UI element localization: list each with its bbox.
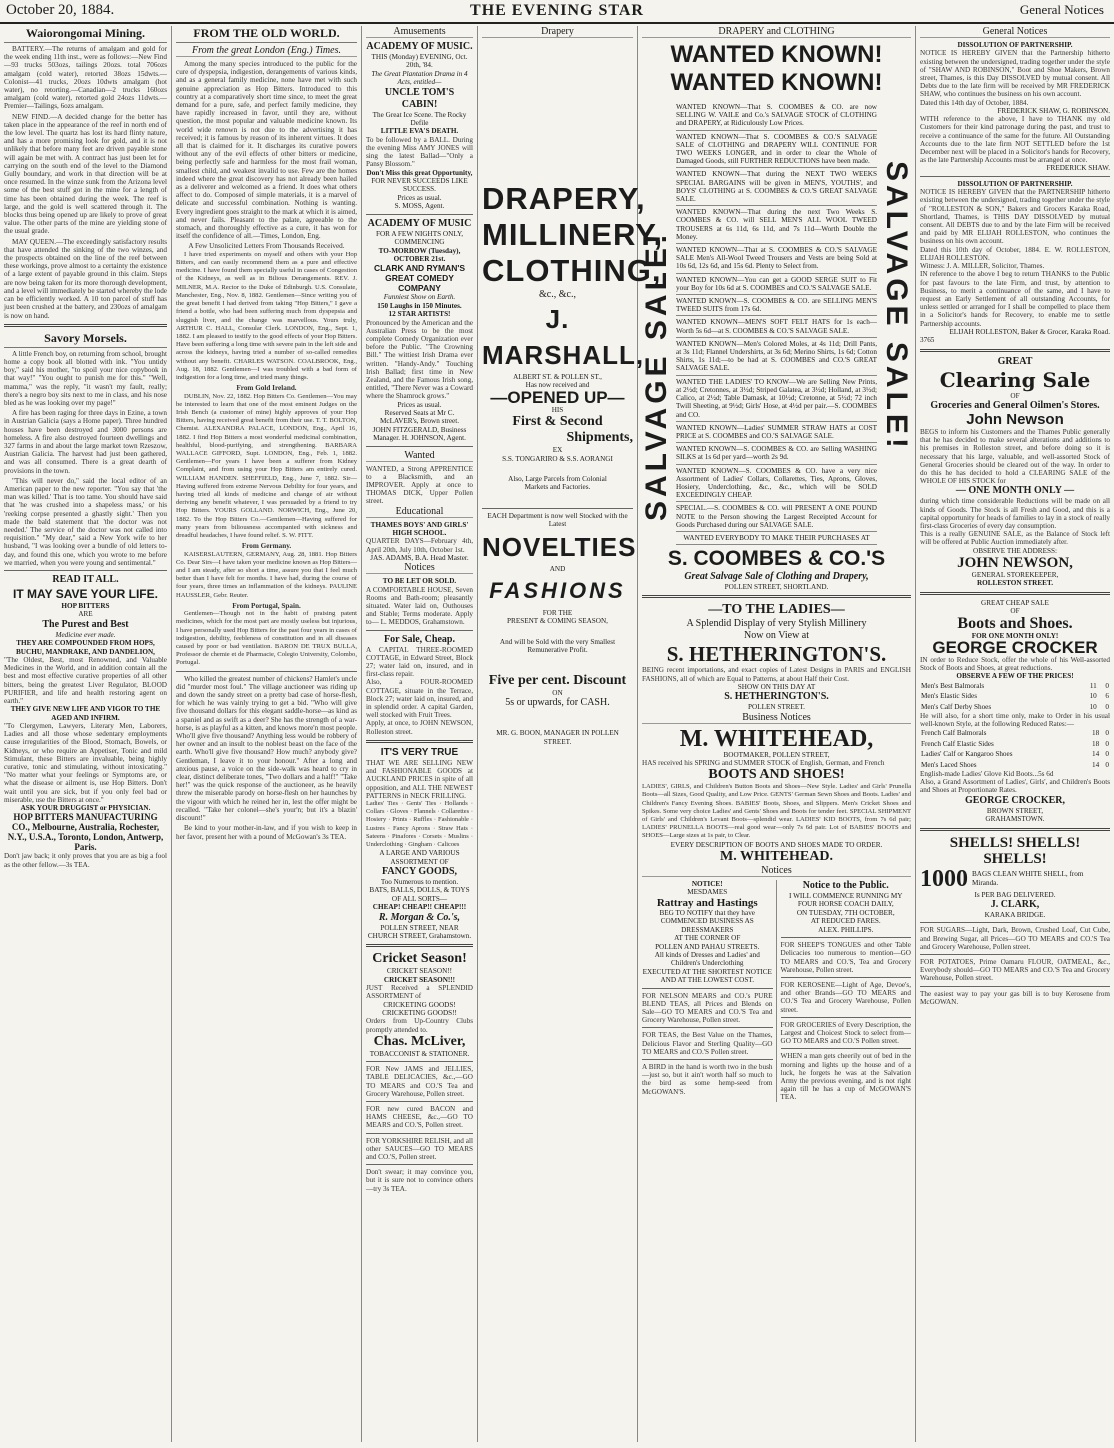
wanted-item: WANTED KNOWN—Men's Colored Moles, at 4s 11d; Drill Pants, at 3s 11d; Flannel Undershirts, at 3s 6d; Merino Shirts, 1s 6d; Cotton Shirts, 1s 11d;—to be had at S. COOMBES and CO.'S GREAT SALVAGE SALE. [676, 338, 877, 376]
wanted-item: WANTED KNOWN—That during the NEXT TWO WEEKS SPECIAL BARGAINS will be given in MEN'S, YOUTHS', and BOYS' CLOTHING at S. COOMBES & CO.'S GREAT SALVAGE SALE. [676, 168, 877, 206]
column-coombes-drapery: DRAPERY and CLOTHING WANTED KNOWN! WANTED KNOWN! SALVAGE SALE! SALVAGE SALE! WANTED KNOWN—That S. COOMBES & CO. are now SELLING W. VAILE and Co.'s SALVAGE STOCK of CLOTHING and DRAPERY, at Ridiculously Low Prices. WANTED KNOWN—That S. COOMBES & CO.'S SALVAGE SALE of CLOTHING and DRAPERY WILL CONTINUE FOR TWO WEEKS LONGER, and in order to clear the Whole of Damaged Goods, still FURTHER REDUCTIONS have been made. WANTED KNOWN—That during the NEXT TWO WEEKS SPECIAL BARGAINS will be given in MEN'S, YOUTHS', and BOYS' CLOTHING at S. COOMBES & CO.'S GREAT SALVAGE SALE. WANTED KNOWN—That during the next Two Weeks S. COOMBES & CO. will SELL MEN'S ALL WOOL TWEED TROUSERS at 6s 11d, 6s 11d, and 7s 11d—Worth Double the Money. WANTED KNOWN—That at S. COOMBES & CO.'S SALVAGE SALE Men's All-Wool Tweed Trousers and Vests are being Sold at 10s 6d, 12s 6d, and 15s 6d. Plenty to Select from. WANTED KNOWN—You can get a GOOD SERGE SUIT to Fit your Boy for 10s 6d at S. COOMBES and CO.'S SALVAGE SALE. WANTED KNOWN—S. COOMBES & CO. are SELLING MEN'S TWEED SUITS from 17s 6d. WANTED KNOWN—MEN'S SOFT FELT HATS for 1s each—Worth 5s 6d—at S. COOMBES & CO.'S SALVAGE SALE. WANTED KNOWN—Men's Colored Moles, at 4s 11d; Drill Pants, at 3s 11d; Flannel Undershirts, at 3s 6d; Merino Shirts, 1s 6d; Cotton Shirts, 1s 11d;—to be had at S. COOMBES and CO.'S GREAT SALVAGE SALE. WANTED THE LADIES' TO KNOW—We are Selling New Prints, at 2½d; Cretonnes, at 3½d; Striped Galatea, at 3½d; Holland, at 3½d; Calico, at 2½d; Table Damask, at 10½d; Cretonne, at 5½d; 72 inch Twill Sheeting, at 9½d; Girls' Hose, at 4½d per pair.—S. COOMBES and CO. WANTED KNOWN—Ladies' SUMMER STRAW HATS at COST PRICE at S. COOMBES and CO.'S SALVAGE SALE. WANTED KNOWN—S. COOMBES & CO. are Selling WASHING SILKS at 1s 6d per yard—worth 2s 9d. WANTED KNOWN—S. COOMBES & CO. have a very nice Assortment of Ladies' Collars, Collarettes, Ties, Aprons, Gloves, Hosiery, Underclothing, &c., &c., which will be SOLD EXCEEDINGLY CHEAP. SPECIAL.—S. COOMBES & CO. will PRESENT A ONE POUND NOTE to the Person showing the Largest Receipted Account for Goods Purchased during our SALVAGE SALE. WANTED EVERYBODY TO MAKE THEIR PURCHASES AT S. COOMBES & CO.'S Great Salvage Sale of Clothing and Drapery, POLLEN STREET, SHORTLAND. —TO THE LADIES— A Splendid Display of very Stylish Millinery Now on View at S. HETHERINGTON'S. BEING recent importations, and exact copies of Latest Designs in PARIS and ENGLISH FASHIONS, all of which are Equal to Patterns, at about Half their Cost. SHOW ON THIS DAY AT S. HETHERINGTON'S. POLLEN STREET. Business Notices M. WHITEHEAD, BOOTMAKER, POLLEN STREET, HAS received his SPRING and SUMMER STOCK of English, German, and French BOOTS AND SHOES! LADIES', GIRLS, and Children's Button Boots and Shoes—New Style. Ladies' and Girls' Prunella Boots—all Sizes, Good Quality, and Low Price. GENTS' German Sewn Shoes and Boots. Ladies' and Children's Fancy Evening Shoes. BABIES' Boots, Shoes, and Slippers. Men's Cricket Shoes and Spikes. Some very choice Ladies' and Gents' Shoes and Boots for tender feet. SPECIAL SHIPMENT of Girls' and Children's Levant Boots—splendid wear. LADIES' KID BOOTS, from 7s 6d pair; LADIES' PRUNELLA BOOTS—real good wear—only 7s 6d pair. Lot of BABIES' BOOTS and SHOES—Large sizes at 1s pair, to Clear. EVERY DESCRIPTION OF BOOTS AND SHOES MADE TO ORDER. M. WHITEHEAD. Notices NOTICE! MESDAMES Rattray and Hastings BEG TO NOTIFY that they have COMMENCED BUSINESS AS DRESSMAKERS AT THE CORNER OF POLLEN AND PAHAU STREETS. All kinds of Dresses and Ladies' and Children's Underclothing EXECUTED AT THE SHORTEST NOTICE AND AT THE LOWEST COST. FOR NELSON MEARS and CO.'s PURE BLEND TEAS, all Prices and Blends on Sale—GO TO MEARS and CO.'S Tea and Grocery Warehouse, Pollen street. FOR TEAS, the Best Value on the Thames, Delicious Flavor and Sterling Quality—GO TO MEARS and CO.'S Pollen street. A BIRD in the hand is worth two in the bush—just so, but it ain't worth half so much to the bird as some hemp-seed from McGOWAN'S. Notice to the Public. I WILL COMMENCE RUNNING MY FOUR HORSE COACH DAILY, ON TUESDAY, 7TH OCTOBER, AT REDUCED FARES. ALEX. PHILLIPS. FOR SHEEP'S TONGUES and other Table Delicacies too numerous to mention—GO TO MEARS and CO.'S, Tea and Grocery Warehouse, Pollen street. FOR KEROSENE—Light of Age, Devoe's, and other Brands—GO TO MEARS and CO.'S Tea and Grocery Warehouse, Pollen street. FOR GROCERIES of Every Description, the Largest and Choicest Stock to select from—GO TO MEARS and CO.'S Pollen street. WHEN a man gets cheerily out of bed in the morning and lights up the house and of a luck, he forgets he was at the Salvation Army the previous evening, and is not right again till he has a cup of McGOWAN'S TEA. [638, 26, 916, 1442]
wanted-ad: WANTED, a Strong APPRENTICE to a Blacksmith, and an IMPROVER. Apply at once to THOMAS DICK, Upper Pollen street. [366, 464, 473, 506]
price-shillings: 18 [1091, 739, 1100, 748]
price-pence: 0 [1105, 750, 1109, 759]
price-item: French Calf Elastic Sides [921, 739, 994, 748]
morgan-ad: IT'S VERY TRUE THAT WE ARE SELLING NEW and FASHIONABLE GOODS at AUCKLAND PRICES in spite of all opposition, and ALL THE NEWEST PATTERNS in NECK FRILLING. Ladies' Ties · Gents' Ties · Hollands · Collars · Gloves · Flannels · Collarettes · Hosiery · Prints · Ruffles · Fashionable · Lustres · Fancy Aprons · Straw Hats · Sateens · Pinafores · Corsets · Muslins · Underclothing · Gingham · Calicoes A LARGE AND VARIOUS ASSORTMENT OF FANCY GOODS, Too Numerous to mention. BATS, BALLS, DOLLS, & TOYS OF ALL SORTS— CHEAP! CHEAP!! CHEAP!!! R. Morgan & Co.'s, POLLEN STREET, NEAR CHURCH STREET, Grahamstown. [366, 746, 473, 940]
grocery-ad: FOR new cured BACON and HAMS CHEESE, &c.,—GO TO MEARS and CO.'S, Pollen street. [366, 1105, 473, 1130]
wanted-item: WANTED KNOWN—Ladies' SUMMER STRAW HATS at COST PRICE at S. COOMBES and CO.'S SALVAGE SALE. [676, 422, 877, 443]
price-pence: 0 [1105, 739, 1109, 748]
section-heading: Drapery [482, 26, 633, 38]
wanted-item: WANTED KNOWN—MEN'S SOFT FELT HATS for 1s each—Worth 5s 6d—at S. COOMBES & CO.'S SALVAGE SALE. [676, 316, 877, 337]
millinery-headline: MILLINERY, [482, 217, 664, 252]
wanted-item: WANTED KNOWN—S. COOMBES & CO. have a very nice Assortment of Ladies' Collars, Collarettes, Ties, Aprons, Gloves, Hosiery, Underclothing, &c., &c., which will be SOLD EXCEEDINGLY CHEAP. [676, 465, 877, 503]
price-item: Ladies' Calf or Kangaroo Shoes [921, 750, 1013, 759]
article-body: A little French boy, on returning from school, brought home a copy book all blotted with ink. "You untidy boy," said his mother, "to spoil your nice copybook in that way!" "You ought to punish me for this." "Well, mamma," was the reply, "it wasn't my fault, really; there's a negro boy sits next to me in class, and his nose bled as he was looking over my page!" A fire has been raging for three days in Ezine, a town in Austrian Galicia (says a Home paper). Three hundred houses have been destroyed and 3000 persons are homeless. A fire also destroyed fourteen dwellings and 327 farms in and about the large market town Rzeszow, Austrian Galicia. The harvest had just been gathered, and was all consumed. There is a great dearth of provisions in the town. "This will never do," said the local editor of an American paper to the new reporter. "You say that 'the man was killed.' That is too tame. You should have said that 'he was crushed into a shapeless mass,' or his 'reeking corpse presented a ghastly sight.' Then you made the bald statement that 'the doctor was not needed.' The service of the doctor was not called into requisition." "My dear," said a New York wife to her husband, "I was looking over a bundle of old letters to-day, and found this one, which you wrote to me before we married, when you were young and sentimental." [4, 349, 167, 567]
section-heading: DRAPERY and CLOTHING [642, 26, 911, 38]
price-pence: 0 [1105, 702, 1109, 711]
section-label: General Notices [1019, 2, 1104, 17]
wanted-item: WANTED KNOWN—S. COOMBES & CO. are SELLING MEN'S TWEED SUITS from 17s 6d. [676, 295, 877, 316]
grocery-ad: FOR New JAMS and JELLIES, TABLE DELICACIES, &c.,—GO TO MEARS and CO.'S Tea and Grocery Warehouse, Pollen street. [366, 1065, 473, 1098]
wanted-item: WANTED KNOWN—You can get a GOOD SERGE SUIT to Fit your Boy for 10s 6d at S. COOMBES and CO.'S SALVAGE SALE. [676, 274, 877, 295]
section-heading: Notices [642, 865, 911, 877]
masthead [0, 0, 1114, 24]
price-item: Men's Laced Shoes [921, 760, 977, 769]
wanted-item: SPECIAL.—S. COOMBES & CO. will PRESENT A ONE POUND NOTE to the Person showing the Largest Receipted Account for Goods Purchased during our SALVAGE SALE. [676, 502, 877, 532]
price-shillings: 18 [1091, 729, 1100, 738]
salvage-panel [642, 101, 911, 547]
price-row [920, 691, 1110, 701]
school-ad: THAMES BOYS' AND GIRLS' HIGH SCHOOL. QUARTER DAYS—February 4th, April 20th, July 10th, October 1st. JAS. ADAMS, B.A. Head Master. [366, 520, 473, 562]
wanted-known-headline-2: WANTED KNOWN! [670, 69, 883, 96]
hop-bitters-ad: READ IT ALL. IT MAY SAVE YOUR LIFE. HOP BITTERS ARE The Purest and Best Medicine ever made. THEY ARE COMPOUNDED FROM HOPS, BUCHU, MANDRAKE, AND DANDELION, "The Oldest, Best, most Renowned, and Valuable Medicines in the World, and in addition contain all the best and most effective curative properties of all other bitters, being the greatest Liver Regulator, BLOOD PURIFIER, and life and health restoring agent on earth." THEY GIVE NEW LIFE AND VIGOR TO THE AGED AND INFIRM. "To Clergymen, Lawyers, Literary Men, Laborers, Ladies and all those whose sedentary employments cause irregularities of the Blood, Stomach, Bowels, or Kidneys, or who require an Appetiser, Tonic and mild Stimulant, these Bitters are invaluable, being highly curative, tonic and stimulating, without intoxicating." "No matter what your feelings or Symptoms are, or what the disease or ailment is, use Hop Bitters. Don't wait until you are sick, but if you only feel bad or miserable, use the Bitters at once." ASK YOUR DRUGGIST or PHYSICIAN. HOP BITTERS MANUFACTURING CO., Melbourne, Australia, Rochester, N.Y., U.S.A., Toronto, London, Antwerp, Paris. Don't jaw back; it only proves that you are as big a fool as the other fellow.—3s TEA. [4, 573, 167, 869]
novelties-headline: NOVELTIES [482, 531, 637, 562]
hetherington-ad: —TO THE LADIES— A Splendid Display of very Stylish Millinery Now on View at S. HETHERINGTON'S. BEING recent importations, and exact copies of Latest Designs in PARIS and ENGLISH FASHIONS, all of which are Equal to Patterns, at about Half their Cost. SHOW ON THIS DAY AT S. HETHERINGTON'S. POLLEN STREET. [642, 602, 911, 712]
price-shillings: 10 [1089, 692, 1097, 701]
column-old-world [172, 26, 362, 1442]
clothing-headline: CLOTHING, [482, 253, 662, 288]
wanted-item: WANTED KNOWN—That S. COOMBES & CO. are now SELLING W. VAILE and Co.'s SALVAGE STOCK of CLOTHING and DRAPERY, at Ridiculously Low Prices. [676, 101, 877, 131]
grocery-ad: Don't swear; it may convince you, but it is sure not to convince others—try 3s TEA. [366, 1168, 473, 1193]
price-row [920, 760, 1110, 770]
coombes-name: S. COOMBES & CO.'S [667, 547, 886, 570]
column-general-notices [916, 26, 1114, 1442]
grocery-ad: FOR YORKSHIRE RELISH, and all other SAUCES—GO TO MEARS and CO.'S, Pollen street. [366, 1136, 473, 1162]
salvage-vertical-right: SALVAGE SALE! [880, 161, 913, 452]
price-row [920, 681, 1110, 691]
article-body: Who killed the greatest number of chickens? Hamlet's uncle did "murder most foul." The village auctioneer was riding up and down the sandy street on a pretty bad case of horse-flesh, for which he was vainly trying to get a bid. "Who will give five thousand dollars for this elegant saddle-horse—as kind as a spaniel and as swift as a deer? She has the strength of a war-horse, is as playful as a kitten, and knows more'n most people. Who'll give five thousand? Anything less would be robbery of her owner and an insult to the noblest beast on the face of the earth. Who'll give five thousand? How much? anybody give? Gentleman, I leave it to your honour." After a long and anxious pause, a voice on the side-walk was heard to cry in clear, distinct deliberate tones, "Two dollars and a half!" "Take her!" was the quick response of the auctioneer, as he heavily threw the miserable parody on horse-flesh on her haunches by the vigour with which he reined her in, lest the offer might be recalled. "Take her colonel—she's your'n; but it's a blazin' discount!" Be kind to your mother-in-law, and if you wish to keep in her favor, present her with a pound of McGowan's 3s TEA. [176, 674, 357, 841]
price-item: Men's Calf Derby Shoes [921, 702, 992, 711]
article-heading: Savory Morsels. [4, 331, 167, 348]
price-row [920, 749, 1110, 759]
price-row [920, 728, 1110, 738]
section-heading: Amusements [366, 26, 473, 38]
wanted-known-headline: WANTED KNOWN! [670, 41, 883, 68]
academy-ad-1: ACADEMY OF MUSIC. THIS (Monday) EVENING, Oct. 20th, '84. The Great Plantation Drama in 4 Acts, entitled— UNCLE TOM'S CABIN! The Great Ice Scene. The Rocky Defile LITTLE EVA'S DEATH. To be followed by a BALL. During the evening Miss AMY JONES will sing the latest Ballad—"Only a Pansy Blossom." Don't Miss this great Opportunity, FOR NEVER SUCCEEDS LIKE SUCCESS. Prices as usual. S. MOSS, Agent. [366, 41, 473, 211]
dissolution-notice-2: DISSOLUTION OF PARTNERSHIP. NOTICE IS HEREBY GIVEN that the PARTNERSHIP hitherto existing between the undersigned, trading together under the style of "ROLLESTON & SON," Bakers and Grocers Karaka Road, Shortland, Thames, is THIS DAY DISSOLVED by mutual consent. All DEBTS due to and by the late Firm will be received and paid by MR ELIJAH ROLLESTON, who continues the business on his own account. Dated this 10th day of October, 1884. E. W. ROLLESTON, ELIJAH ROLLESTON. Witness: J. A. MILLER, Solicitor, Thames. IN reference to the above I beg to return THANKS to the Public for past favours to the late Firm, and trust, by attention to Business, to merit a continuance of the same, and I have to request an Early Settlement of all outstanding Accounts, for unless settled or arranged for I shall be compelled to place them in a Solicitor's hands for Recovery, to enable me to settle Partnership accounts. ELIJAH ROLLESTON, Baker & Grocer, Karaka Road. 3765 [920, 179, 1110, 345]
wanted-item: WANTED KNOWN—That during the next Two Weeks S. COOMBES & CO. will SELL MEN'S ALL WOOL TWEED TROUSERS at 6s 11d, 6s 11d, and 7s 11d—Worth Double the Money. [676, 206, 877, 244]
for-sale-ad: For Sale, Cheap. A CAPITAL THREE-ROOMED COTTAGE, in Edward Street, Block 27; water laid on, insured, and in first-class repair. Also, a FOUR-ROOMED COTTAGE, situate in the Terrace, Block 27; water laid on, insured, and in splendid order. A capital Garden, well stocked with Fruit Trees. Apply, at once, to JOHN NEWSON, Rolleston street. [366, 633, 473, 736]
wanted-item: WANTED KNOWN—S. COOMBES & CO. are Selling WASHING SILKS at 1s 6d per yard—worth 2s 9d. [676, 443, 877, 464]
price-shillings: 14 [1091, 760, 1100, 769]
price-item: Men's Best Balmorals [921, 681, 985, 690]
cricket-ad: Cricket Season! CRICKET SEASON!! CRICKET SEASON!!! JUST Received a SPLENDID ASSORTMENT of CRICKETING GOODS! CRICKETING GOODS!! Orders from Up-Country Clubs promptly attended to. Chas. McLiver, TOBACCONIST & STATIONER. [366, 951, 473, 1058]
article-subheading: From the great London (Eng.) Times. [176, 45, 357, 57]
issue-date: October 20, 1884. [6, 2, 115, 18]
price-row [920, 702, 1110, 712]
academy-ad-2: ACADEMY OF MUSIC FOR A FEW NIGHTS ONLY, COMMENCING TO-MORROW (Tuesday), OCTOBER 21st. CLARK AND RYMAN'S GREAT COMEDY COMPANY Funniest Show on Earth. 150 Laughs in 150 Minutes. 12 STAR ARTISTS! Pronounced by the American and the Australian Press to be the most complete Comedy Organization ever before the Public. "The Crowning Bill." The wittiest Irish Drama ever written. "Handy-Andy." Touching Irish Ballad; first time in New Zealand, and the Famous Irish song, entitled, "There Never was a Coward where the Shamrock grows." Prices as usual. Reserved Seats at Mr C. McLAVER's, Brown street. JOHN FITZGERALD, Business Manager. H. JOHNSON, Agent. [366, 217, 473, 443]
column-mining-news [0, 26, 172, 1442]
wanted-item: WANTED EVERYBODY TO MAKE THEIR PURCHASES AT [676, 532, 877, 545]
grocery-ad: FOR POTATOES, Prime Oamaru FLOUR, OATMEAL, &c., Everybody should—GO TO MEARS and CO.'S Tea and Grocery Warehouse, Pollen street. [920, 957, 1110, 983]
price-pence: 0 [1105, 681, 1109, 690]
price-pence: 0 [1105, 729, 1109, 738]
section-heading: General Notices [920, 26, 1110, 38]
price-item: Men's Elastic Sides [921, 692, 977, 701]
whitehead-ad: M. WHITEHEAD, BOOTMAKER, POLLEN STREET, HAS received his SPRING and SUMMER STOCK of English, German, and French BOOTS AND SHOES! LADIES', GIRLS, and Children's Button Boots and Shoes—New Style. Ladies' and Girls' Prunella Boots—all Sizes, Good Quality, and Low Price. GENTS' German Sewn Shoes and Boots. Ladies' and Children's Fancy Evening Shoes. BABIES' Boots, Shoes, and Slippers. Men's Cricket Shoes and Spikes. Some very choice Ladies' and Gents' Shoes and Boots for tender feet. SPECIAL SHIPMENT of Girls' and Children's Levant Boots—splendid wear. LADIES' KID BOOTS, from 7s 6d pair; LADIES' PRUNELLA BOOTS—real good wear—only 7s 6d pair. Lot of BABIES' BOOTS and SHOES—Large sizes at 1s pair, to Clear. EVERY DESCRIPTION OF BOOTS AND SHOES MADE TO ORDER. M. WHITEHEAD. [642, 725, 911, 865]
coach-ad: Notice to the Public. I WILL COMMENCE RUNNING MY FOUR HORSE COACH DAILY, ON TUESDAY, 7TH OCTOBER, AT REDUCED FARES. ALEX. PHILLIPS. FOR SHEEP'S TONGUES and other Table Delicacies too numerous to mention—GO TO MEARS and CO.'S, Tea and Grocery Warehouse, Pollen street. FOR KEROSENE—Light of Age, Devoe's, and other Brands—GO TO MEARS and CO.'S Tea and Grocery Warehouse, Pollen street. FOR GROCERIES of Every Description, the Largest and Choicest Stock to select from—GO TO MEARS and CO.'S Pollen street. WHEN a man gets cheerily out of bed in the morning and lights up the house and of a luck, he forgets he was at the Salvation Army the previous evening, and is not right again till he has a cup of McGOWAN'S TEA. [780, 880, 911, 1102]
article-body: Among the many species introduced to the public for the cure of dyspepsia, indigestion, derangements of various kinds, and as a general family medicine, none have met with such genuine appreciation as Hop Bitters. Introduced to this country at a comparatively short time since, to meet the great demand for a pure, safe, and perfect family medicine, they have rapidly increased in favor, until they are, without question, the most popular and valuable medicine known. Its world wide renown is not due to the advertising it has received; it is famous by reason of its inherent virtues. It does all that is claimed for it. It discharges its curative powers without any of the evil effects of other bitters or medicine, being perfectly safe and harmless for the most frail woman, smallest child, and weakest invalid to use. Few are the homes indeed where the great discovery has not already been hailed as a deliverer and welcomed as a friend. It does what others affect to do. Composed of simple materials, it is a marvel of delicate and successful combination. Nothing is wanting. Every ingredient goes straight to the mark at which it is aimed, and never fails. Pleasant to the palate, agreeable to the stomach, and thoroughly effective as a cure, it has won for itself the confidence of all.—Times, London, Eng. A Few Unsolicited Letters From Thousands Received. I have tried experiments on myself and others with your Hop Bitters, and can easily recommend them as a pure and effective medicine. I have found them specially useful in cases of Congestion of the Kidneys, as well as in Bilious Derangements. REV. J. MILNER, M.A. Rector to the Duke of Edinburgh. U.S. Consulate, Manchester, Eng., Nov. 8, 1882. Gentlemen—Since writing you of the great benefit I had derived from taking "Hop Bitters," I gave a friend a bottle, who had been suffering much from dyspepsia and sluggish liver, and the change was marvellous. Yours truly, ARTHUR C. HALL, Consular Clerk. LONDON, Eng., Sept. 1, 1882. I am pleased to testify to the good effects of your Hop Bitters. Have been suffering a long time with severe pain in the left side and across the kidneys, having tried a number of so-called remedies without any benefit. CHARLES WATSON. COALBROOK, Eng., Aug. 18, 1882. Gentlemen—I was troubled with a bad form of indigestion for a long time, and tried many things. From Gold Ireland. DUBLIN, Nov. 22, 1882. Hop Bitters Co. Gentlemen—You may be interested to learn that one of the most eminent Judges on the Irish Bench (a customer of mine) highly approves of your Hop Bitters, having received great benefit from their use. T. T. BOLTON, Chemist. ALEXANDRA PALACE, LONDON, Eng., April 16, 1882. I find Hop Bitters a most wonderful medicinal combination, healthful, blood-purifying, and strengthening. BARBARA WALLACE GIFFORD, Supt. LONDON, Eng., Feb. 1, 1882. Gentlemen—For years I have been a sufferer from Kidney Complaint, and from using your Hop Bitters am entirely cured. WILLIAM HANDEN. SHEFFIELD, Eng., June 7, 1882. Sir—Having suffered from extreme Nervous Debility for four years, and having tried all kinds of medicine and change of air without deriving any benefit whatever, I was persuaded by a friend to try Hop Bitters. YOURS GOLLAND. NORWICH, Eng., June 20, 1882. To the Hop Bitters Co.—Gentlemen—Having suffered for many years from biliousness accompanied with sickness and dreadful headaches, I have found relief. S. W. FITT. From Germany. KAISERSLAUTERN, GERMANY, Aug. 28, 1881. Hop Bitters Co. Dear Sirs—I have taken your medicine known as Hop Bitters—and I am steady, after so short a time, assure you that I feel much better than I have felt for months. I have had, during the course of four years, three times an inflammation of the kidneys. PAULINE HAUSSLER, Gebr. Reuter. From Portugal, Spain. Gentlemen—Though not in the habit of praising patent medicines, which for the most part are mostly useless but injurious, I have personally used Hop Bitters for the past four years in cases of indigestion, debility, feebleness of constitution and in all diseases caused by poor or bad ventilation. BARON DE TRUX BULLA, Professor de chemie et de Pharmacie, Colegio University, Colombo, Portugal. [176, 60, 357, 667]
price-row [920, 739, 1110, 749]
section-heading: Wanted [366, 450, 473, 462]
fashions-headline: FASHIONS [489, 578, 626, 604]
price-table-2 [920, 728, 1110, 770]
dissolution-notice-1: DISSOLUTION OF PARTNERSHIP. NOTICE IS HEREBY GIVEN that the Partnership hitherto existing between the undersigned, trading together under the style of "SHAW AND ROBINSON," Boot and Shoe Makers, Brown street, Thames, is this Day DISSOLVED by mutual consent. All Debts due to the late firm will be received by MR FREDERICK SHAW, who continues the business on his own account. Dated this 14th day of October, 1884. FREDERICK SHAW, G. ROBINSON. WITH reference to the above, I have to THANK my old Customers for their kind patronage during the past, and trust to receive a continuance of the same for the future. All Outstanding Accounts due to the late firm NOT SETTLED before the 1st December next will be placed in a Solicitor's hands for Recovery, as the late Partnership Accounts must be arranged at once. FREDERICK SHAW. [920, 41, 1110, 173]
notices-row [642, 880, 911, 1101]
price-shillings: 14 [1091, 750, 1100, 759]
column-marshall-drapery: Drapery DRAPERY, MILLINERY, CLOTHING, &c., &c., J. MARSHALL, ALBERT ST. & POLLEN ST., Has now received and —OPENED UP— HIS First & Second Shipments, EX S.S. TONGARIRO & S.S. AORANGI Also, Large Parcels from Colonial Markets and Factories. EACH Department is now well Stocked with the Latest NOVELTIES AND FASHIONS FOR THE PRESENT & COMING SEASON, And will be Sold with the very Smallest Remunerative Profit. Five per cent. Discount ON 5s or upwards, for CASH. MR. G. BOON, MANAGER IN POLLEN STREET. [478, 26, 638, 1442]
article-heading: FROM THE OLD WORLD. [176, 26, 357, 43]
article-body: BATTERY.—The returns of amalgam and gold for the week ending 11th inst., were as follows:—New Find—93 trucks 503ozs, tailings 20ozs. total 706ozs amalgam (cold water), retorted 38ozs 15dwts.—Colonist—41 trucks, 20ozs 10dwts amalgam (hot water), no retorting.—Canadian—2 trucks 160ozs amalgam (cold water), retorted gold 24ozs 11dwts.—Premier—Tailings, 6ozs amalgam. NEW FIND.—A decided change for the better has taken place in the appearance of the reef in north end of the low level. The quartz has lost its hard flinty nature, and has a more promising look for gold, and it is not unlikely that before many feet are driven payable stone will again be met with. A contract has just been let for carrying on the south end of the level to the Diamond Gully boundary, and work in that direction will be at once resumed. In the winze sunk from the Arizona level some of the best stuff got in the mine for a length of time has been obtained during the week. The reef is large, and the gold is well scattered through it. The blocks thus being opened up are likely to prove of great value. The other parts of the mine are yielding stone of the usual grade. MAY QUEEN.—The exceedingly satisfactory results that have attended the sinking of the two winzes, and the prospects obtained on the line of the reef between these workings, prove almost to a certainty the existence of a large extent of payable ground in this claim. Steps are now being taken for its more thorough development, and a level will immediately be started whereby the lode can be efficiently worked. A 10 ton parcel of stuff has just been crushed at the battery, and 230ozs of amalgam is now on hand. [4, 45, 167, 320]
wanted-item: WANTED KNOWN—That S. COOMBES & CO.'S SALVAGE SALE of CLOTHING and DRAPERY WILL CONTINUE FOR TWO WEEKS LONGER, and in order to clear the Whole of Damaged Goods, still FURTHER REDUCTIONS have been made. [676, 131, 877, 169]
article-heading: Waiorongomai Mining. [4, 26, 167, 43]
price-shillings: 11 [1089, 681, 1097, 690]
price-pence: 0 [1105, 760, 1109, 769]
newspaper-title: THE EVENING STAR [470, 2, 644, 19]
column-amusements [362, 26, 478, 1442]
section-heading: Notices [366, 562, 473, 574]
grocery-ad: The easiest way to pay your gas bill is to buy Kerosene from McGOWAN. [920, 989, 1110, 1006]
wanted-item: WANTED THE LADIES' TO KNOW—We are Selling New Prints, at 2½d; Cretonnes, at 3½d; Striped Galatea, at 3½d; Holland, at 3½d; Calico, at 2½d; Table Damask, at 10½d; Cretonne, at 5½d; 72 inch Twill Sheeting, at 9½d; Girls' Hose, at 4½d per pair.—S. COOMBES and CO. [676, 376, 877, 422]
salvage-vertical-left: SALVAGE SALE! [640, 230, 673, 521]
wanted-item: WANTED KNOWN—That at S. COOMBES & CO.'S SALVAGE SALE Men's All-Wool Tweed Trousers and Vests are being Sold at 10s 6d, 12s 6d, and 15s 6d. Plenty to Select from. [676, 244, 877, 274]
price-shillings: 10 [1089, 702, 1097, 711]
dressmakers-ad: NOTICE! MESDAMES Rattray and Hastings BEG TO NOTIFY that they have COMMENCED BUSINESS AS DRESSMAKERS AT THE CORNER OF POLLEN AND PAHAU STREETS. All kinds of Dresses and Ladies' and Children's Underclothing EXECUTED AT THE SHORTEST NOTICE AND AT THE LOWEST COST. FOR NELSON MEARS and CO.'s PURE BLEND TEAS, all Prices and Blends on Sale—GO TO MEARS and CO.'S Tea and Grocery Warehouse, Pollen street. FOR TEAS, the Best Value on the Thames, Delicious Flavor and Sterling Quality—GO TO MEARS and CO.'S Pollen street. A BIRD in the hand is worth two in the bush—just so, but it ain't worth half so much to the bird as some hemp-seed from McGOWAN'S. [642, 880, 777, 1101]
shells-ad: SHELLS! SHELLS! SHELLS! 1000 BAGS CLEAN WHITE SHELL, from Miranda. Is PER BAG DELIVERED. J. CLARK, KARAKA BRIDGE. [920, 834, 1084, 919]
price-pence: 6 [1105, 692, 1109, 701]
marshall-name: J. MARSHALL, [482, 304, 645, 370]
price-table [920, 681, 1110, 712]
let-or-sold-ad: TO BE LET OR SOLD. A COMFORTABLE HOUSE, Seven Rooms and Bath-room; pleasantly situated. Water laid on, Outhouses and Stable; Terms moderate. Apply to— L. MEDDOS, Grahamstown. [366, 577, 473, 627]
section-heading: Business Notices [642, 712, 911, 724]
drapery-headline: DRAPERY, [482, 181, 646, 216]
crocker-ad: GREAT CHEAP SALE OF Boots and Shoes. FOR ONE MONTH ONLY! GEORGE CROCKER IN order to Reduce Stock, offer the whole of his Well-assorted Stock of Boots and Shoes, at great reductions. OBSERVE A FEW OF THE PRICES! Men's Best Balmorals 11 0 Men's Elastic Sides 10 6 Men's Calf Derby Shoes 10 0 He will also, for a short time only, make to Order in his usual well-known Style, at the following Reduced Rates:— French Calf Balmorals 18 0 French Calf Elastic Sides 18 0 Ladies' Calf or Kangaroo Shoes 14 0 Men's Laced Shoes 14 0 English-made Ladies' Glove Kid Boots...5s 6d Also, a Grand Assortment of Ladies', Girls', and Children's Boots and Shoes at Proportionate Rates. GEORGE CROCKER, BROWN STREET, GRAHAMSTOWN. [920, 598, 1110, 824]
price-item: French Calf Balmorals [921, 729, 987, 738]
grocery-ad: FOR SUGARS—Light, Dark, Brown, Crushed Loaf, Cut Cube, and Brewing Sugar, all Prices—GO TO MEARS and CO.'S Tea and Grocery Warehouse, Pollen street. [920, 926, 1110, 951]
newson-clearing-ad: GREAT Clearing Sale OF Groceries and General Oilmen's Stores. John Newson BEGS to inform his Customers and the Thames Public generally that he has decided to make several alterations and additions to his premises in Rolleston street, and before doing so it is necessary that his large, valuable, and well-assorted Stock of General Groceries should be cleared out of the way. In order to do this he has decided to hold a CLEARING SALE of the WHOLE OF HIS STOCK for — ONE MONTH ONLY — during which time considerable Reductions will be made on all kinds of Goods. The Stock is all Fresh and Good, and this is a capital opportunity for heads of families to lay in a stock of really first-class Groceries of every day consumption. This is a really GENUINE SALE, as the Balance of Stock left will be offered at Public Auction immediately after. OBSERVE THE ADDRESS: JOHN NEWSON, GENERAL STOREKEEPER, ROLLESTON STREET. [920, 355, 1110, 588]
section-heading: Educational [366, 506, 473, 518]
